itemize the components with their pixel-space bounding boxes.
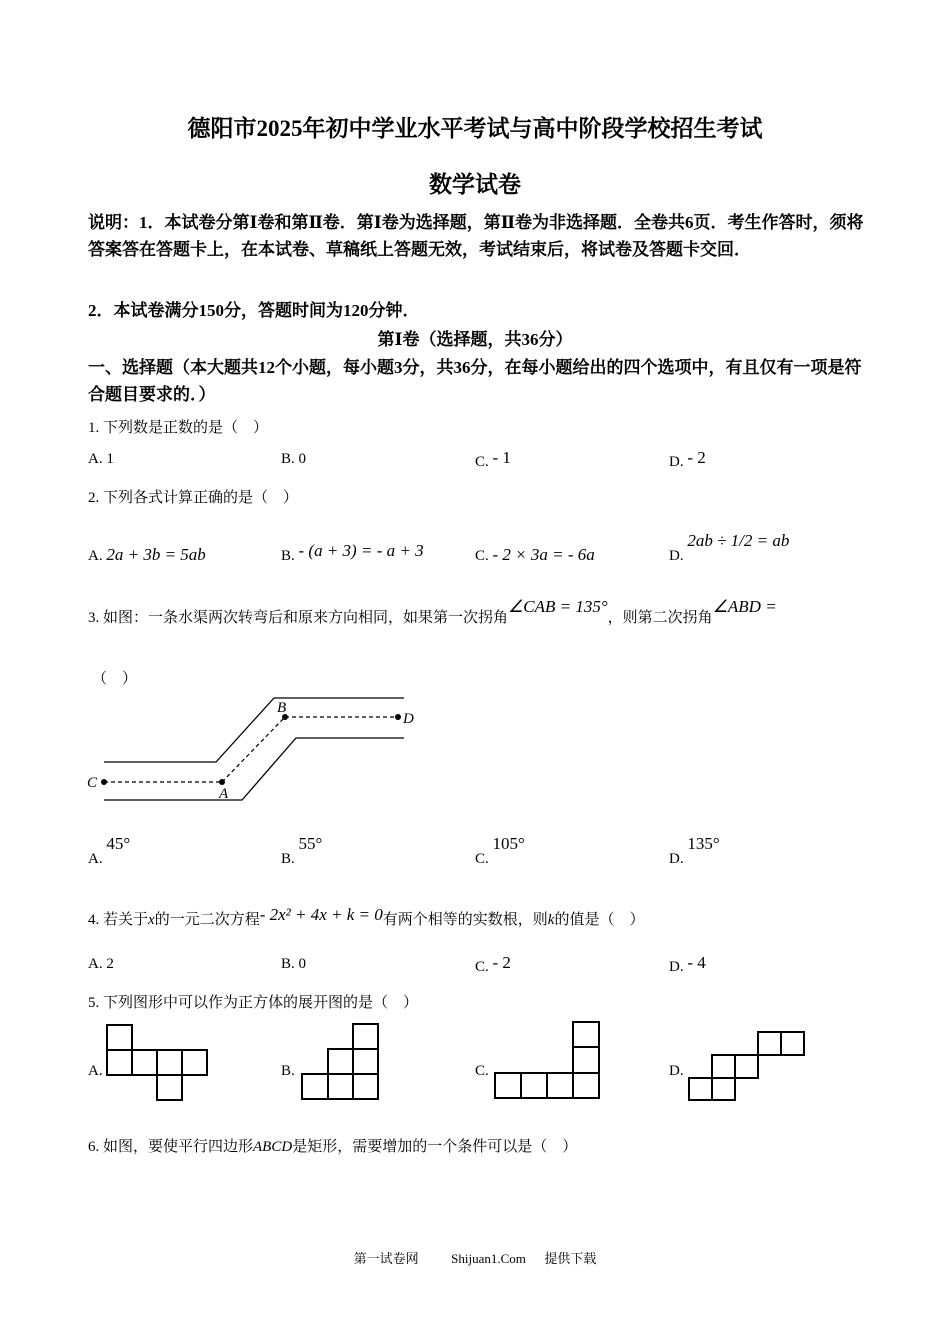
q1-option-d-label: D. [669, 454, 684, 470]
q1-option-c[interactable] [475, 448, 511, 471]
q2-option-d[interactable] [669, 531, 790, 565]
q5-option-d-label[interactable]: D. [669, 1063, 684, 1079]
q1-option-b-label: B. [281, 451, 295, 467]
q4-option-b-value: 0 [298, 956, 307, 972]
q2-option-b[interactable] [281, 541, 424, 565]
q6-stem-a: 6. 如图，要使平行四边形 [88, 1139, 254, 1155]
q2-option-c-label: C. [475, 548, 489, 564]
question-1-stem: 1. 下列数是正数的是（ ） [88, 420, 269, 436]
q2-option-c[interactable] [475, 545, 595, 565]
q2-option-a[interactable] [88, 545, 206, 565]
q4-option-d[interactable] [669, 953, 706, 976]
q1-option-a-label: A. [88, 451, 103, 467]
question-6-stem [88, 1135, 577, 1156]
q4-stem-d: 的值是（ ） [554, 912, 645, 928]
label-a: A [219, 786, 229, 802]
q3-option-d-value: 135° [687, 834, 720, 853]
q6-var-abcd: ABCD [253, 1139, 293, 1155]
q5-option-b-label[interactable]: B. [281, 1063, 295, 1079]
q1-option-d-value: - 2 [687, 448, 706, 467]
q2-option-d-label: D. [669, 548, 684, 564]
q3-angle-cab: ∠CAB = 135° [508, 597, 608, 616]
label-b: B [277, 700, 287, 716]
label-d: D [403, 711, 414, 727]
q3-option-a[interactable] [88, 834, 131, 868]
q3-option-b[interactable] [281, 834, 323, 868]
q3-option-c-value: 105° [492, 834, 525, 853]
q3-option-a-value: 45° [106, 834, 131, 853]
question-3-stem [88, 597, 777, 627]
q3-option-b-label: B. [281, 851, 295, 867]
q1-option-a-value: 1 [106, 451, 114, 467]
question-3-paren: （ ） [92, 671, 138, 687]
q5-option-c-label[interactable]: C. [475, 1063, 489, 1079]
q6-stem-b: 是矩形，需要增加的一个条件可以是（ ） [292, 1139, 578, 1155]
q2-option-b-label: B. [281, 548, 295, 564]
q4-option-d-label: D. [669, 959, 684, 975]
q4-var-k: k [547, 912, 555, 928]
q3-option-b-value: 55° [298, 834, 323, 853]
q1-option-a[interactable] [88, 451, 114, 468]
footer-site: 第一试卷网 [353, 1251, 419, 1266]
q4-option-c-value: - 2 [492, 953, 511, 972]
label-c: C [87, 775, 98, 791]
q3-option-c-label: C. [475, 851, 489, 867]
q2-option-b-value: - (a + 3) = - a + 3 [298, 541, 424, 560]
q1-option-c-value: - 1 [492, 448, 511, 467]
q3-option-c[interactable] [475, 834, 525, 868]
q1-option-b[interactable] [281, 451, 306, 468]
q1-option-c-label: C. [475, 454, 489, 470]
q3-option-d[interactable] [669, 834, 720, 868]
q1-option-d[interactable] [669, 448, 706, 471]
q3-angle-abd: ∠ABD = [712, 597, 777, 616]
q4-option-a[interactable] [88, 956, 114, 973]
footer-domain[interactable]: Shijuan1.Com [451, 1251, 526, 1266]
q4-option-c[interactable] [475, 953, 511, 976]
q3-stem-a: 3. 如图：一条水渠两次转弯后和原来方向相同，如果第一次拐角 [88, 610, 509, 626]
q4-option-c-label: C. [475, 959, 489, 975]
q4-stem-c: 有两个相等的实数根，则 [382, 912, 548, 928]
q4-equation: - 2x² + 4x + k = 0 [259, 905, 383, 924]
q4-option-d-value: - 4 [687, 953, 706, 972]
point-c [101, 779, 107, 785]
q5-net-a[interactable] [107, 1024, 217, 1104]
q4-option-a-label: A. [88, 956, 103, 972]
point-a [219, 779, 225, 785]
part1-heading: 第Ⅰ卷（选择题，共36分） [377, 330, 573, 349]
canal-upper-bank [104, 698, 404, 762]
q4-option-a-value: 2 [106, 956, 114, 972]
canal-figure [84, 690, 424, 810]
question-2-stem: 2. 下列各式计算正确的是（ ） [88, 490, 299, 506]
q2-option-a-label: A. [88, 548, 103, 564]
q3-stem-b: ，则第二次拐角 [607, 610, 713, 626]
q5-net-b[interactable] [301, 1024, 391, 1104]
q2-option-c-value: - 2 × 3a = - 6a [492, 545, 595, 564]
q4-stem-b: 的一元二次方程 [154, 912, 260, 928]
q3-option-d-label: D. [669, 851, 684, 867]
q5-net-c[interactable] [494, 1022, 609, 1102]
instructions-item-1: 说明：1．本试卷分第Ⅰ卷和第Ⅱ卷．第Ⅰ卷为选择题，第Ⅱ卷为非选择题．全卷共6页．考生作答时，须将答案答在答题卡上，在本试卷、草稿纸上答题无效，考试结束后，将试卷及答题卡交回． [88, 213, 864, 259]
section-title: 一、选择题（本大题共12个小题，每小题3分，共36分，在每小题给出的四个选项中，有且仅有一项是符合题目要求的．） [88, 358, 862, 404]
q4-option-b-label: B. [281, 956, 295, 972]
page-footer [0, 1248, 950, 1267]
q5-net-d[interactable] [688, 1031, 813, 1106]
segment-ab [222, 717, 285, 782]
q4-var-x: x [148, 912, 155, 928]
q5-option-a-label[interactable]: A. [88, 1063, 103, 1079]
instructions-item-2: 2．本试卷满分150分，答题时间为120分钟． [88, 301, 420, 320]
q2-option-d-value: 2ab ÷ 1/2 = ab [687, 531, 790, 550]
footer-note: 提供下载 [544, 1251, 597, 1266]
point-d [395, 714, 401, 720]
exam-subtitle: 数学试卷 [429, 172, 521, 197]
question-5-stem: 5. 下列图形中可以作为正方体的展开图的是（ ） [88, 995, 419, 1011]
question-4-stem [88, 905, 645, 929]
q4-stem-a: 4. 若关于 [88, 912, 149, 928]
q1-option-b-value: 0 [298, 451, 307, 467]
q4-option-b[interactable] [281, 956, 306, 973]
q2-option-a-value: 2a + 3b = 5ab [106, 545, 206, 564]
exam-title: 德阳市2025年初中学业水平考试与高中阶段学校招生考试 [187, 116, 763, 141]
q3-option-a-label: A. [88, 851, 103, 867]
canal-lower-bank [104, 738, 404, 800]
